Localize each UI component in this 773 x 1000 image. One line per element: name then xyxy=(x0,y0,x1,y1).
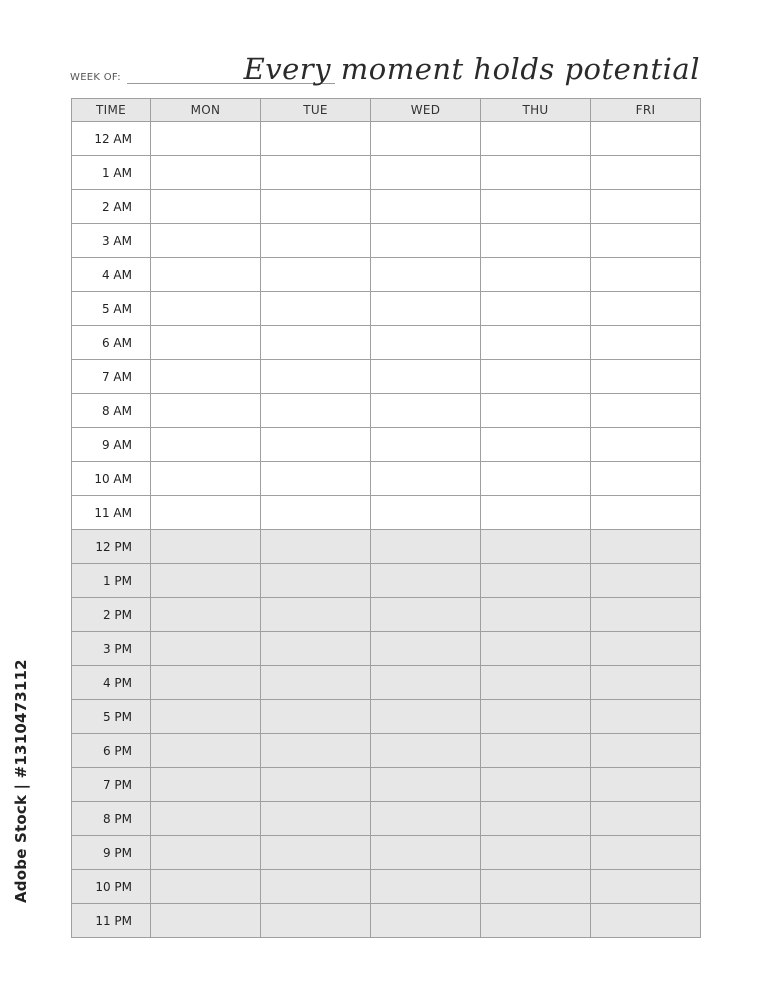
schedule-cell-fri[interactable] xyxy=(591,564,701,598)
table-row xyxy=(72,326,701,360)
schedule-cell-thu[interactable] xyxy=(481,870,591,904)
schedule-cell-fri[interactable] xyxy=(591,802,701,836)
time-label: 7 AM xyxy=(72,360,151,394)
time-label: 9 PM xyxy=(72,836,151,870)
schedule-cell-tue[interactable] xyxy=(261,870,371,904)
time-label: 10 AM xyxy=(72,462,151,496)
schedule-cell-fri[interactable] xyxy=(591,598,701,632)
schedule-cell-tue[interactable] xyxy=(261,156,371,190)
table-row xyxy=(72,190,701,224)
schedule-body xyxy=(72,122,701,938)
schedule-cell-wed[interactable] xyxy=(371,496,481,530)
table-row xyxy=(72,530,701,564)
table-row xyxy=(72,768,701,802)
schedule-cell-fri[interactable] xyxy=(591,530,701,564)
schedule-cell-tue[interactable] xyxy=(261,700,371,734)
schedule-cell-wed[interactable] xyxy=(371,122,481,156)
schedule-cell-thu[interactable] xyxy=(481,836,591,870)
schedule-cell-mon[interactable] xyxy=(151,360,261,394)
table-row xyxy=(72,836,701,870)
table-row xyxy=(72,292,701,326)
schedule-cell-fri[interactable] xyxy=(591,870,701,904)
schedule-cell-wed[interactable] xyxy=(371,360,481,394)
schedule-cell-wed[interactable] xyxy=(371,394,481,428)
table-row xyxy=(72,258,701,292)
schedule-cell-wed[interactable] xyxy=(371,836,481,870)
time-label: 12 PM xyxy=(72,530,151,564)
schedule-cell-wed[interactable] xyxy=(371,700,481,734)
time-label: 12 AM xyxy=(72,122,151,156)
motto-title: Every moment holds potential xyxy=(243,52,700,86)
schedule-cell-fri[interactable] xyxy=(591,224,701,258)
schedule-cell-thu[interactable] xyxy=(481,666,591,700)
schedule-cell-fri[interactable] xyxy=(591,428,701,462)
schedule-cell-fri[interactable] xyxy=(591,292,701,326)
time-label: 3 PM xyxy=(72,632,151,666)
schedule-cell-wed[interactable] xyxy=(371,598,481,632)
schedule-cell-mon[interactable] xyxy=(151,156,261,190)
schedule-cell-tue[interactable] xyxy=(261,292,371,326)
time-label: 11 AM xyxy=(72,496,151,530)
schedule-cell-tue[interactable] xyxy=(261,326,371,360)
time-label: 8 PM xyxy=(72,802,151,836)
schedule-cell-thu[interactable] xyxy=(481,632,591,666)
table-row xyxy=(72,870,701,904)
schedule-cell-fri[interactable] xyxy=(591,700,701,734)
schedule-cell-thu[interactable] xyxy=(481,564,591,598)
table-row xyxy=(72,462,701,496)
schedule-cell-wed[interactable] xyxy=(371,666,481,700)
schedule-cell-thu[interactable] xyxy=(481,530,591,564)
schedule-cell-wed[interactable] xyxy=(371,734,481,768)
schedule-cell-wed[interactable] xyxy=(371,462,481,496)
time-label: 11 PM xyxy=(72,904,151,938)
schedule-cell-tue[interactable] xyxy=(261,394,371,428)
schedule-cell-thu[interactable] xyxy=(481,462,591,496)
schedule-cell-thu[interactable] xyxy=(481,258,591,292)
schedule-cell-fri[interactable] xyxy=(591,326,701,360)
schedule-cell-tue[interactable] xyxy=(261,904,371,938)
time-label: 8 AM xyxy=(72,394,151,428)
schedule-cell-mon[interactable] xyxy=(151,190,261,224)
schedule-cell-tue[interactable] xyxy=(261,496,371,530)
schedule-cell-fri[interactable] xyxy=(591,666,701,700)
schedule-cell-thu[interactable] xyxy=(481,802,591,836)
schedule-cell-tue[interactable] xyxy=(261,632,371,666)
schedule-cell-tue[interactable] xyxy=(261,258,371,292)
schedule-cell-mon[interactable] xyxy=(151,734,261,768)
schedule-cell-tue[interactable] xyxy=(261,530,371,564)
schedule-cell-mon[interactable] xyxy=(151,122,261,156)
time-label: 1 PM xyxy=(72,564,151,598)
table-row xyxy=(72,734,701,768)
column-header-time: TIME xyxy=(72,99,151,122)
schedule-cell-wed[interactable] xyxy=(371,224,481,258)
schedule-cell-mon[interactable] xyxy=(151,632,261,666)
schedule-cell-wed[interactable] xyxy=(371,156,481,190)
time-label: 7 PM xyxy=(72,768,151,802)
schedule-cell-fri[interactable] xyxy=(591,836,701,870)
schedule-cell-tue[interactable] xyxy=(261,564,371,598)
schedule-cell-thu[interactable] xyxy=(481,190,591,224)
schedule-cell-wed[interactable] xyxy=(371,292,481,326)
schedule-cell-tue[interactable] xyxy=(261,122,371,156)
schedule-cell-thu[interactable] xyxy=(481,292,591,326)
schedule-cell-thu[interactable] xyxy=(481,734,591,768)
schedule-cell-mon[interactable] xyxy=(151,394,261,428)
schedule-cell-tue[interactable] xyxy=(261,428,371,462)
time-label: 5 AM xyxy=(72,292,151,326)
time-label: 5 PM xyxy=(72,700,151,734)
schedule-cell-tue[interactable] xyxy=(261,360,371,394)
schedule-cell-thu[interactable] xyxy=(481,904,591,938)
stock-credit: Adobe Stock | #1310473112 xyxy=(12,659,30,903)
column-header-thu: THU xyxy=(481,99,591,122)
time-label: 4 PM xyxy=(72,666,151,700)
schedule-cell-wed[interactable] xyxy=(371,870,481,904)
schedule-cell-tue[interactable] xyxy=(261,224,371,258)
schedule-cell-wed[interactable] xyxy=(371,632,481,666)
schedule-cell-thu[interactable] xyxy=(481,360,591,394)
schedule-cell-fri[interactable] xyxy=(591,496,701,530)
schedule-cell-fri[interactable] xyxy=(591,632,701,666)
schedule-cell-tue[interactable] xyxy=(261,666,371,700)
schedule-cell-mon[interactable] xyxy=(151,598,261,632)
schedule-cell-mon[interactable] xyxy=(151,292,261,326)
table-row xyxy=(72,632,701,666)
schedule-cell-mon[interactable] xyxy=(151,802,261,836)
schedule-cell-wed[interactable] xyxy=(371,530,481,564)
time-label: 10 PM xyxy=(72,870,151,904)
schedule-cell-fri[interactable] xyxy=(591,768,701,802)
schedule-cell-fri[interactable] xyxy=(591,190,701,224)
weekly-schedule-table xyxy=(71,98,701,938)
column-header-wed: WED xyxy=(371,99,481,122)
table-row xyxy=(72,224,701,258)
column-header-tue: TUE xyxy=(261,99,371,122)
schedule-cell-mon[interactable] xyxy=(151,836,261,870)
planner-header xyxy=(70,52,700,92)
table-row xyxy=(72,564,701,598)
table-row xyxy=(72,666,701,700)
schedule-cell-mon[interactable] xyxy=(151,904,261,938)
schedule-cell-mon[interactable] xyxy=(151,768,261,802)
time-label: 1 AM xyxy=(72,156,151,190)
schedule-cell-wed[interactable] xyxy=(371,564,481,598)
schedule-cell-fri[interactable] xyxy=(591,360,701,394)
schedule-cell-thu[interactable] xyxy=(481,700,591,734)
schedule-cell-thu[interactable] xyxy=(481,156,591,190)
column-header-mon: MON xyxy=(151,99,261,122)
table-row xyxy=(72,122,701,156)
table-row xyxy=(72,394,701,428)
schedule-cell-mon[interactable] xyxy=(151,326,261,360)
schedule-cell-thu[interactable] xyxy=(481,598,591,632)
schedule-cell-mon[interactable] xyxy=(151,224,261,258)
time-label: 4 AM xyxy=(72,258,151,292)
schedule-cell-mon[interactable] xyxy=(151,258,261,292)
schedule-cell-wed[interactable] xyxy=(371,802,481,836)
time-label: 6 PM xyxy=(72,734,151,768)
table-row xyxy=(72,904,701,938)
schedule-cell-thu[interactable] xyxy=(481,496,591,530)
schedule-cell-wed[interactable] xyxy=(371,258,481,292)
table-row xyxy=(72,700,701,734)
schedule-cell-mon[interactable] xyxy=(151,700,261,734)
schedule-cell-mon[interactable] xyxy=(151,564,261,598)
schedule-cell-fri[interactable] xyxy=(591,394,701,428)
schedule-cell-mon[interactable] xyxy=(151,870,261,904)
schedule-cell-tue[interactable] xyxy=(261,768,371,802)
table-row xyxy=(72,360,701,394)
schedule-cell-wed[interactable] xyxy=(371,190,481,224)
schedule-cell-fri[interactable] xyxy=(591,122,701,156)
schedule-cell-fri[interactable] xyxy=(591,904,701,938)
table-row xyxy=(72,428,701,462)
time-label: 6 AM xyxy=(72,326,151,360)
schedule-cell-thu[interactable] xyxy=(481,768,591,802)
table-row xyxy=(72,496,701,530)
schedule-cell-tue[interactable] xyxy=(261,190,371,224)
time-label: 2 PM xyxy=(72,598,151,632)
time-label: 9 AM xyxy=(72,428,151,462)
schedule-cell-fri[interactable] xyxy=(591,462,701,496)
schedule-cell-thu[interactable] xyxy=(481,122,591,156)
schedule-cell-wed[interactable] xyxy=(371,428,481,462)
schedule-cell-fri[interactable] xyxy=(591,258,701,292)
schedule-cell-mon[interactable] xyxy=(151,462,261,496)
schedule-cell-mon[interactable] xyxy=(151,530,261,564)
header-row xyxy=(72,99,701,122)
column-header-fri: FRI xyxy=(591,99,701,122)
schedule-cell-thu[interactable] xyxy=(481,428,591,462)
schedule-cell-tue[interactable] xyxy=(261,462,371,496)
time-label: 2 AM xyxy=(72,190,151,224)
schedule-cell-mon[interactable] xyxy=(151,428,261,462)
schedule-cell-tue[interactable] xyxy=(261,734,371,768)
schedule-cell-tue[interactable] xyxy=(261,598,371,632)
schedule-cell-wed[interactable] xyxy=(371,768,481,802)
schedule-cell-wed[interactable] xyxy=(371,326,481,360)
schedule-cell-thu[interactable] xyxy=(481,224,591,258)
schedule-cell-tue[interactable] xyxy=(261,836,371,870)
schedule-cell-mon[interactable] xyxy=(151,496,261,530)
schedule-cell-tue[interactable] xyxy=(261,802,371,836)
schedule-cell-fri[interactable] xyxy=(591,156,701,190)
schedule-cell-thu[interactable] xyxy=(481,326,591,360)
table-row xyxy=(72,598,701,632)
table-row xyxy=(72,802,701,836)
week-of-label: WEEK OF: xyxy=(70,72,121,83)
schedule-cell-mon[interactable] xyxy=(151,666,261,700)
schedule-cell-wed[interactable] xyxy=(371,904,481,938)
table-row xyxy=(72,156,701,190)
time-label: 3 AM xyxy=(72,224,151,258)
schedule-cell-fri[interactable] xyxy=(591,734,701,768)
schedule-cell-thu[interactable] xyxy=(481,394,591,428)
